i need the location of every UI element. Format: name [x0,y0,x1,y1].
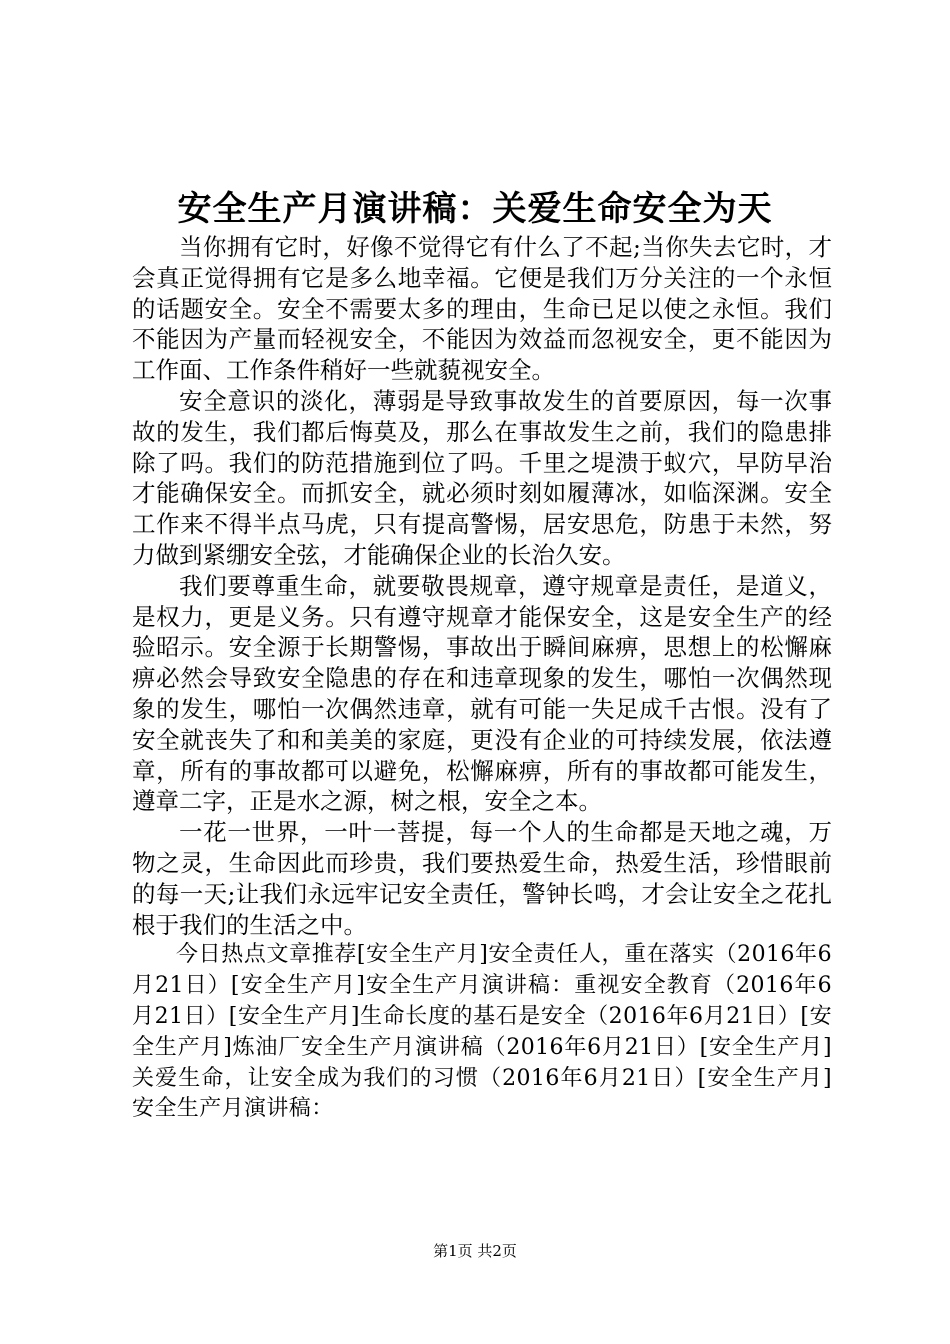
paragraph-1: 当你拥有它时，好像不觉得它有什么了不起;当你失去它时，才会真正觉得拥有它是多么地幸福。它便是我们万分关注的一个永恒的话题安全。安全不需要太多的理由，生命已足以使之永恒。我们不能因为产量而轻视安全，不能因为效益而忽视安全，更不能因为工作面、工作条件稍好一些就藐视安全。 [132,233,832,385]
paragraph-5-recommended-articles: 今日热点文章推荐[安全生产月]安全责任人，重在落实（2016年6月21日）[安全生产月]安全生产月演讲稿：重视安全教育（2016年6月21日）[安全生产月]生命长度的基石是安全（2016年6月21日）[安全生产月]炼油厂安全生产月演讲稿（2016年6月21日）[安全生产月]关爱生命，让安全成为我们的习惯（2016年6月21日）[安全生产月]安全生产月演讲稿： [132,942,832,1122]
paragraph-3: 我们要尊重生命，就要敬畏规章，遵守规章是责任，是道义，是权力，更是义务。只有遵守规章才能保安全，这是安全生产的经验昭示。安全源于长期警惕，事故出于瞬间麻痹，思想上的松懈麻痹必然会导致安全隐患的存在和违章现象的发生，哪怕一次偶然现象的发生，哪怕一次偶然违章，就有可能一失足成千古恨。没有了安全就丧失了和和美美的家庭，更没有企业的可持续发展，依法遵章，所有的事故都可以避免，松懈麻痹，所有的事故都可能发生，遵章二字，正是水之源，树之根，安全之本。 [132,571,832,816]
paragraph-2: 安全意识的淡化，薄弱是导致事故发生的首要原因，每一次事故的发生，我们都后悔莫及，那么在事故发生之前，我们的隐患排除了吗。我们的防范措施到位了吗。千里之堤溃于蚁穴，早防早治才能确保安全。而抓安全，就必须时刻如履薄冰，如临深渊。安全工作来不得半点马虎，只有提高警惕，居安思危，防患于未然，努力做到紧绷安全弦，才能确保企业的长治久安。 [132,386,832,569]
document-title: 安全生产月演讲稿：关爱生命安全为天 [177,189,773,229]
paragraph-4: 一花一世界，一叶一菩提，每一个人的生命都是天地之魂，万物之灵，生命因此而珍贵，我们要热爱生命，热爱生活，珍惜眼前的每一天;让我们永远牢记安全责任，警钟长鸣，才会让安全之花扎根于我们的生活之中。 [132,818,832,939]
document-body [132,232,832,1125]
page-number-footer: 第1页 共2页 [433,1242,517,1260]
